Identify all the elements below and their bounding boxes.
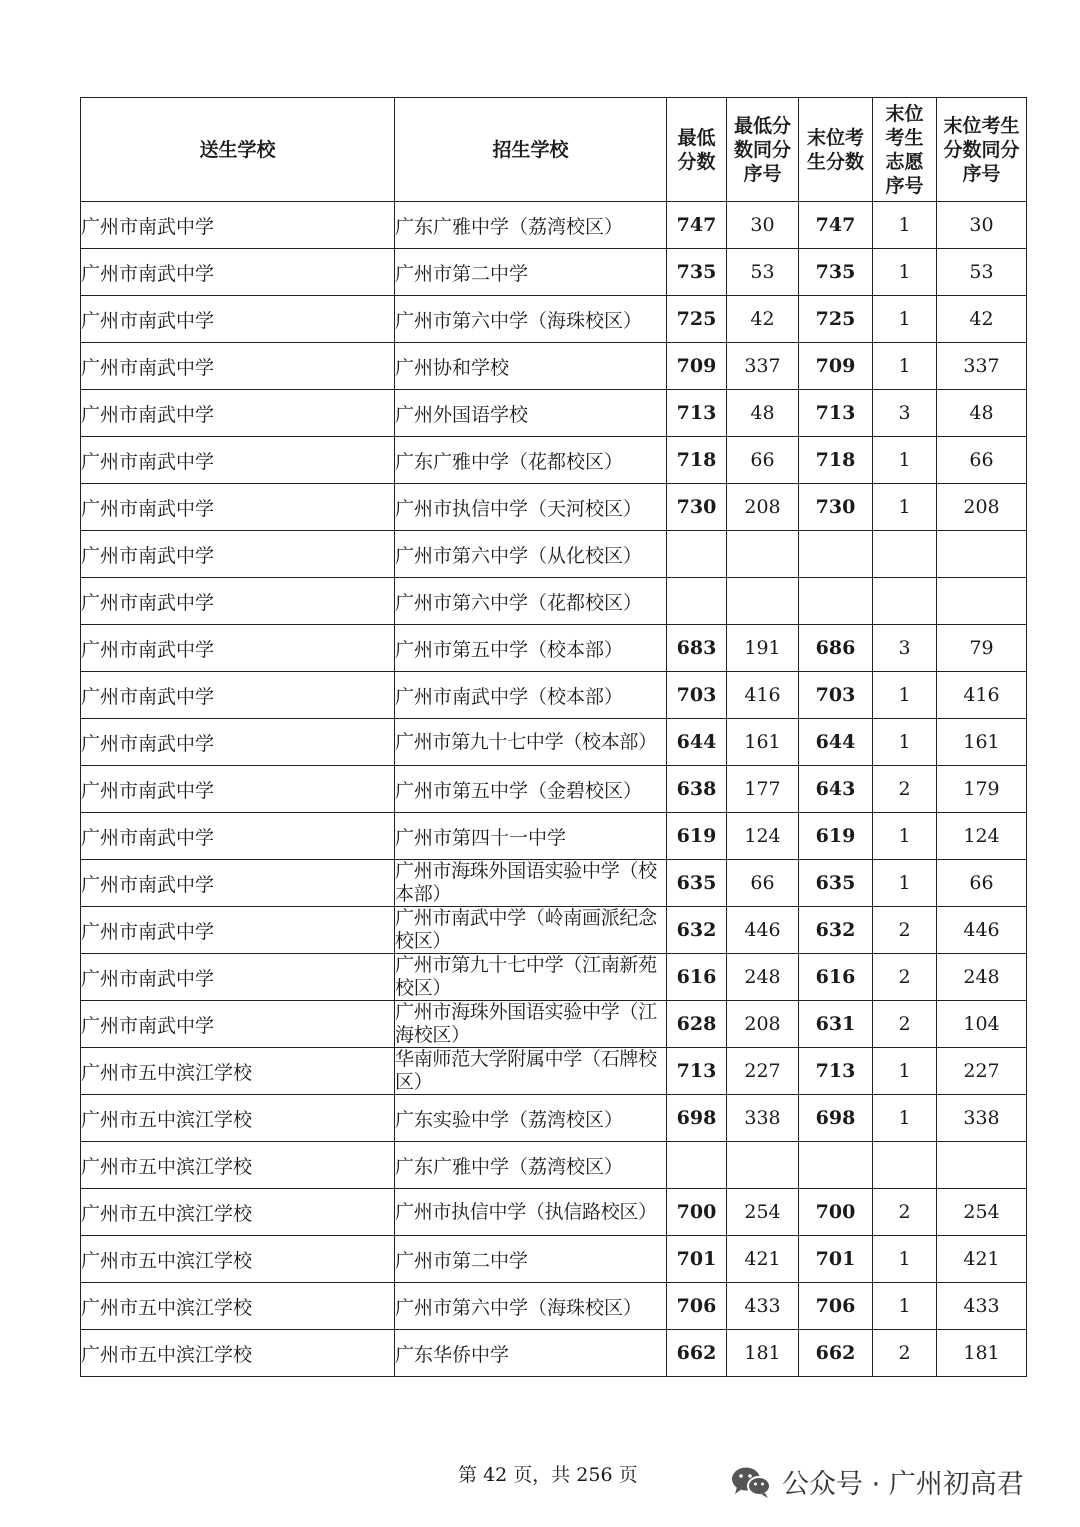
min-score-cell: 730	[667, 484, 727, 531]
table-row	[81, 437, 1027, 484]
last-score-rank-cell: 66	[937, 437, 1027, 484]
min-score-rank-cell: 446	[727, 907, 799, 954]
last-score-cell	[799, 531, 873, 578]
sending-school-cell: 广州市南武中学	[81, 766, 395, 813]
min-score-cell	[667, 578, 727, 625]
sending-school-cell: 广州市五中滨江学校	[81, 1236, 395, 1283]
header-last-score: 末位考生分数	[799, 98, 873, 202]
min-score-rank-cell: 248	[727, 954, 799, 1001]
last-score-cell: 632	[799, 907, 873, 954]
last-preference-cell: 1	[873, 202, 937, 249]
last-score-rank-cell	[937, 531, 1027, 578]
receiving-school-cell: 广州市海珠外国语实验中学（校本部）	[395, 860, 667, 907]
receiving-school-cell: 广州市第五中学（金碧校区）	[395, 766, 667, 813]
last-preference-cell: 1	[873, 672, 937, 719]
header-min-score-rank: 最低分数同分序号	[727, 98, 799, 202]
min-score-rank-cell: 208	[727, 1001, 799, 1048]
page-number: 第 42 页，共 256 页	[458, 1464, 638, 1486]
last-preference-cell: 2	[873, 1330, 937, 1377]
last-score-rank-cell: 181	[937, 1330, 1027, 1377]
last-preference-cell: 2	[873, 907, 937, 954]
min-score-cell	[667, 1142, 727, 1189]
table-row	[81, 390, 1027, 437]
last-preference-cell: 1	[873, 1236, 937, 1283]
min-score-rank-cell: 421	[727, 1236, 799, 1283]
admission-table	[80, 97, 1027, 1377]
receiving-school-cell: 广东实验中学（荔湾校区）	[395, 1095, 667, 1142]
min-score-cell: 718	[667, 437, 727, 484]
wechat-icon	[730, 1465, 772, 1499]
table-row	[81, 860, 1027, 907]
last-score-rank-cell: 124	[937, 813, 1027, 860]
table-row	[81, 813, 1027, 860]
min-score-cell: 628	[667, 1001, 727, 1048]
table-row	[81, 954, 1027, 1001]
watermark	[730, 1462, 1024, 1501]
last-score-rank-cell: 446	[937, 907, 1027, 954]
sending-school-cell: 广州市南武中学	[81, 672, 395, 719]
last-score-cell: 703	[799, 672, 873, 719]
table-row	[81, 766, 1027, 813]
min-score-cell: 713	[667, 1048, 727, 1095]
receiving-school-cell: 广州市第二中学	[395, 249, 667, 296]
min-score-cell: 662	[667, 1330, 727, 1377]
last-score-rank-cell: 248	[937, 954, 1027, 1001]
min-score-rank-cell: 191	[727, 625, 799, 672]
last-preference-cell: 1	[873, 1095, 937, 1142]
min-score-cell: 725	[667, 296, 727, 343]
receiving-school-cell: 广州市海珠外国语实验中学（江海校区）	[395, 1001, 667, 1048]
last-score-rank-cell: 179	[937, 766, 1027, 813]
last-preference-cell	[873, 578, 937, 625]
last-preference-cell: 1	[873, 484, 937, 531]
last-preference-cell: 2	[873, 766, 937, 813]
last-score-rank-cell: 42	[937, 296, 1027, 343]
last-score-cell: 616	[799, 954, 873, 1001]
table-row	[81, 1048, 1027, 1095]
min-score-cell: 747	[667, 202, 727, 249]
table-row	[81, 672, 1027, 719]
sending-school-cell: 广州市南武中学	[81, 907, 395, 954]
last-score-rank-cell: 433	[937, 1283, 1027, 1330]
header-last-score-rank: 末位考生分数同分序号	[937, 98, 1027, 202]
last-preference-cell: 1	[873, 1283, 937, 1330]
last-score-cell: 713	[799, 1048, 873, 1095]
min-score-cell: 703	[667, 672, 727, 719]
last-preference-cell: 1	[873, 1048, 937, 1095]
sending-school-cell: 广州市南武中学	[81, 202, 395, 249]
last-preference-cell: 1	[873, 343, 937, 390]
receiving-school-cell: 广东华侨中学	[395, 1330, 667, 1377]
min-score-cell: 638	[667, 766, 727, 813]
last-score-cell: 701	[799, 1236, 873, 1283]
sending-school-cell: 广州市南武中学	[81, 390, 395, 437]
receiving-school-cell: 广州市第六中学（从化校区）	[395, 531, 667, 578]
min-score-rank-cell: 416	[727, 672, 799, 719]
last-score-rank-cell: 104	[937, 1001, 1027, 1048]
table-row	[81, 296, 1027, 343]
last-score-cell: 686	[799, 625, 873, 672]
last-preference-cell: 3	[873, 625, 937, 672]
table-row	[81, 625, 1027, 672]
last-score-cell: 747	[799, 202, 873, 249]
table-row	[81, 907, 1027, 954]
last-score-rank-cell: 227	[937, 1048, 1027, 1095]
sending-school-cell: 广州市南武中学	[81, 578, 395, 625]
last-score-rank-cell: 338	[937, 1095, 1027, 1142]
last-preference-cell: 3	[873, 390, 937, 437]
receiving-school-cell: 广州市第四十一中学	[395, 813, 667, 860]
last-preference-cell: 1	[873, 296, 937, 343]
min-score-cell: 735	[667, 249, 727, 296]
sending-school-cell: 广州市南武中学	[81, 249, 395, 296]
receiving-school-cell: 广州市第六中学（花都校区）	[395, 578, 667, 625]
last-score-cell: 725	[799, 296, 873, 343]
receiving-school-cell: 广州外国语学校	[395, 390, 667, 437]
last-score-rank-cell: 53	[937, 249, 1027, 296]
last-preference-cell: 2	[873, 1001, 937, 1048]
sending-school-cell: 广州市南武中学	[81, 484, 395, 531]
receiving-school-cell: 广东广雅中学（花都校区）	[395, 437, 667, 484]
header-min-score: 最低分数	[667, 98, 727, 202]
min-score-cell: 713	[667, 390, 727, 437]
min-score-rank-cell: 161	[727, 719, 799, 766]
receiving-school-cell: 广州市执信中学（天河校区）	[395, 484, 667, 531]
last-score-cell: 662	[799, 1330, 873, 1377]
sending-school-cell: 广州市五中滨江学校	[81, 1330, 395, 1377]
sending-school-cell: 广州市南武中学	[81, 1001, 395, 1048]
table-row	[81, 531, 1027, 578]
min-score-cell: 701	[667, 1236, 727, 1283]
min-score-cell: 619	[667, 813, 727, 860]
min-score-cell: 698	[667, 1095, 727, 1142]
last-preference-cell: 2	[873, 1189, 937, 1236]
min-score-rank-cell: 66	[727, 437, 799, 484]
table-row	[81, 343, 1027, 390]
table-row	[81, 1236, 1027, 1283]
last-score-cell: 730	[799, 484, 873, 531]
min-score-rank-cell: 337	[727, 343, 799, 390]
table-row	[81, 1142, 1027, 1189]
receiving-school-cell: 广州市第六中学（海珠校区）	[395, 1283, 667, 1330]
sending-school-cell: 广州市南武中学	[81, 531, 395, 578]
receiving-school-cell: 广州市执信中学（执信路校区）	[395, 1189, 667, 1236]
sending-school-cell: 广州市南武中学	[81, 625, 395, 672]
min-score-cell: 635	[667, 860, 727, 907]
sending-school-cell: 广州市南武中学	[81, 296, 395, 343]
table-row	[81, 484, 1027, 531]
last-score-rank-cell: 79	[937, 625, 1027, 672]
last-preference-cell: 2	[873, 954, 937, 1001]
receiving-school-cell: 广东广雅中学（荔湾校区）	[395, 202, 667, 249]
last-score-cell	[799, 578, 873, 625]
min-score-cell	[667, 531, 727, 578]
min-score-rank-cell: 48	[727, 390, 799, 437]
table-row	[81, 249, 1027, 296]
last-score-cell: 631	[799, 1001, 873, 1048]
last-preference-cell	[873, 1142, 937, 1189]
receiving-school-cell: 广州市第五中学（校本部）	[395, 625, 667, 672]
last-score-rank-cell: 161	[937, 719, 1027, 766]
last-score-rank-cell: 337	[937, 343, 1027, 390]
min-score-rank-cell: 433	[727, 1283, 799, 1330]
min-score-cell: 616	[667, 954, 727, 1001]
min-score-rank-cell: 66	[727, 860, 799, 907]
last-preference-cell: 1	[873, 719, 937, 766]
last-score-cell: 643	[799, 766, 873, 813]
sending-school-cell: 广州市五中滨江学校	[81, 1095, 395, 1142]
last-score-cell: 713	[799, 390, 873, 437]
last-score-rank-cell: 254	[937, 1189, 1027, 1236]
table-row	[81, 1001, 1027, 1048]
receiving-school-cell: 广州市第二中学	[395, 1236, 667, 1283]
last-score-rank-cell	[937, 578, 1027, 625]
last-score-cell: 718	[799, 437, 873, 484]
min-score-cell: 700	[667, 1189, 727, 1236]
sending-school-cell: 广州市五中滨江学校	[81, 1048, 395, 1095]
table-row	[81, 1189, 1027, 1236]
last-score-cell: 706	[799, 1283, 873, 1330]
min-score-rank-cell: 254	[727, 1189, 799, 1236]
table-row	[81, 719, 1027, 766]
last-score-rank-cell: 421	[937, 1236, 1027, 1283]
receiving-school-cell: 广州协和学校	[395, 343, 667, 390]
last-preference-cell	[873, 531, 937, 578]
last-score-cell: 698	[799, 1095, 873, 1142]
last-preference-cell: 1	[873, 860, 937, 907]
sending-school-cell: 广州市南武中学	[81, 860, 395, 907]
receiving-school-cell: 广州市南武中学（岭南画派纪念校区）	[395, 907, 667, 954]
last-score-rank-cell: 48	[937, 390, 1027, 437]
receiving-school-cell: 广州市第六中学（海珠校区）	[395, 296, 667, 343]
min-score-rank-cell: 338	[727, 1095, 799, 1142]
min-score-rank-cell: 53	[727, 249, 799, 296]
last-score-cell: 700	[799, 1189, 873, 1236]
last-preference-cell: 1	[873, 437, 937, 484]
min-score-cell: 709	[667, 343, 727, 390]
table-row	[81, 1095, 1027, 1142]
table-row	[81, 1330, 1027, 1377]
min-score-rank-cell	[727, 578, 799, 625]
min-score-rank-cell	[727, 531, 799, 578]
receiving-school-cell: 广州市第九十七中学（校本部）	[395, 719, 667, 766]
last-score-cell	[799, 1142, 873, 1189]
min-score-rank-cell: 177	[727, 766, 799, 813]
last-score-rank-cell: 208	[937, 484, 1027, 531]
min-score-cell: 683	[667, 625, 727, 672]
min-score-rank-cell: 208	[727, 484, 799, 531]
last-score-rank-cell: 30	[937, 202, 1027, 249]
min-score-rank-cell	[727, 1142, 799, 1189]
last-score-rank-cell	[937, 1142, 1027, 1189]
min-score-rank-cell: 42	[727, 296, 799, 343]
sending-school-cell: 广州市五中滨江学校	[81, 1189, 395, 1236]
min-score-cell: 632	[667, 907, 727, 954]
last-score-rank-cell: 416	[937, 672, 1027, 719]
table-header-row	[81, 98, 1027, 202]
receiving-school-cell: 华南师范大学附属中学（石牌校区）	[395, 1048, 667, 1095]
watermark-text: 公众号 · 广州初高君	[782, 1469, 1024, 1500]
min-score-cell: 644	[667, 719, 727, 766]
table-row	[81, 202, 1027, 249]
last-preference-cell: 1	[873, 249, 937, 296]
table-row	[81, 578, 1027, 625]
sending-school-cell: 广州市南武中学	[81, 719, 395, 766]
last-preference-cell: 1	[873, 813, 937, 860]
sending-school-cell: 广州市南武中学	[81, 954, 395, 1001]
header-sending-school: 送生学校	[81, 98, 395, 202]
receiving-school-cell: 广东广雅中学（荔湾校区）	[395, 1142, 667, 1189]
sending-school-cell: 广州市南武中学	[81, 343, 395, 390]
min-score-cell: 706	[667, 1283, 727, 1330]
table-row	[81, 1283, 1027, 1330]
last-score-cell: 644	[799, 719, 873, 766]
min-score-rank-cell: 227	[727, 1048, 799, 1095]
sending-school-cell: 广州市南武中学	[81, 437, 395, 484]
last-score-cell: 735	[799, 249, 873, 296]
receiving-school-cell: 广州市第九十七中学（江南新苑校区）	[395, 954, 667, 1001]
sending-school-cell: 广州市五中滨江学校	[81, 1283, 395, 1330]
min-score-rank-cell: 124	[727, 813, 799, 860]
sending-school-cell: 广州市南武中学	[81, 813, 395, 860]
last-score-rank-cell: 66	[937, 860, 1027, 907]
receiving-school-cell: 广州市南武中学（校本部）	[395, 672, 667, 719]
min-score-rank-cell: 30	[727, 202, 799, 249]
last-score-cell: 619	[799, 813, 873, 860]
sending-school-cell: 广州市五中滨江学校	[81, 1142, 395, 1189]
header-last-preference: 末位考生志愿序号	[873, 98, 937, 202]
last-score-cell: 635	[799, 860, 873, 907]
min-score-rank-cell: 181	[727, 1330, 799, 1377]
last-score-cell: 709	[799, 343, 873, 390]
header-receiving-school: 招生学校	[395, 98, 667, 202]
